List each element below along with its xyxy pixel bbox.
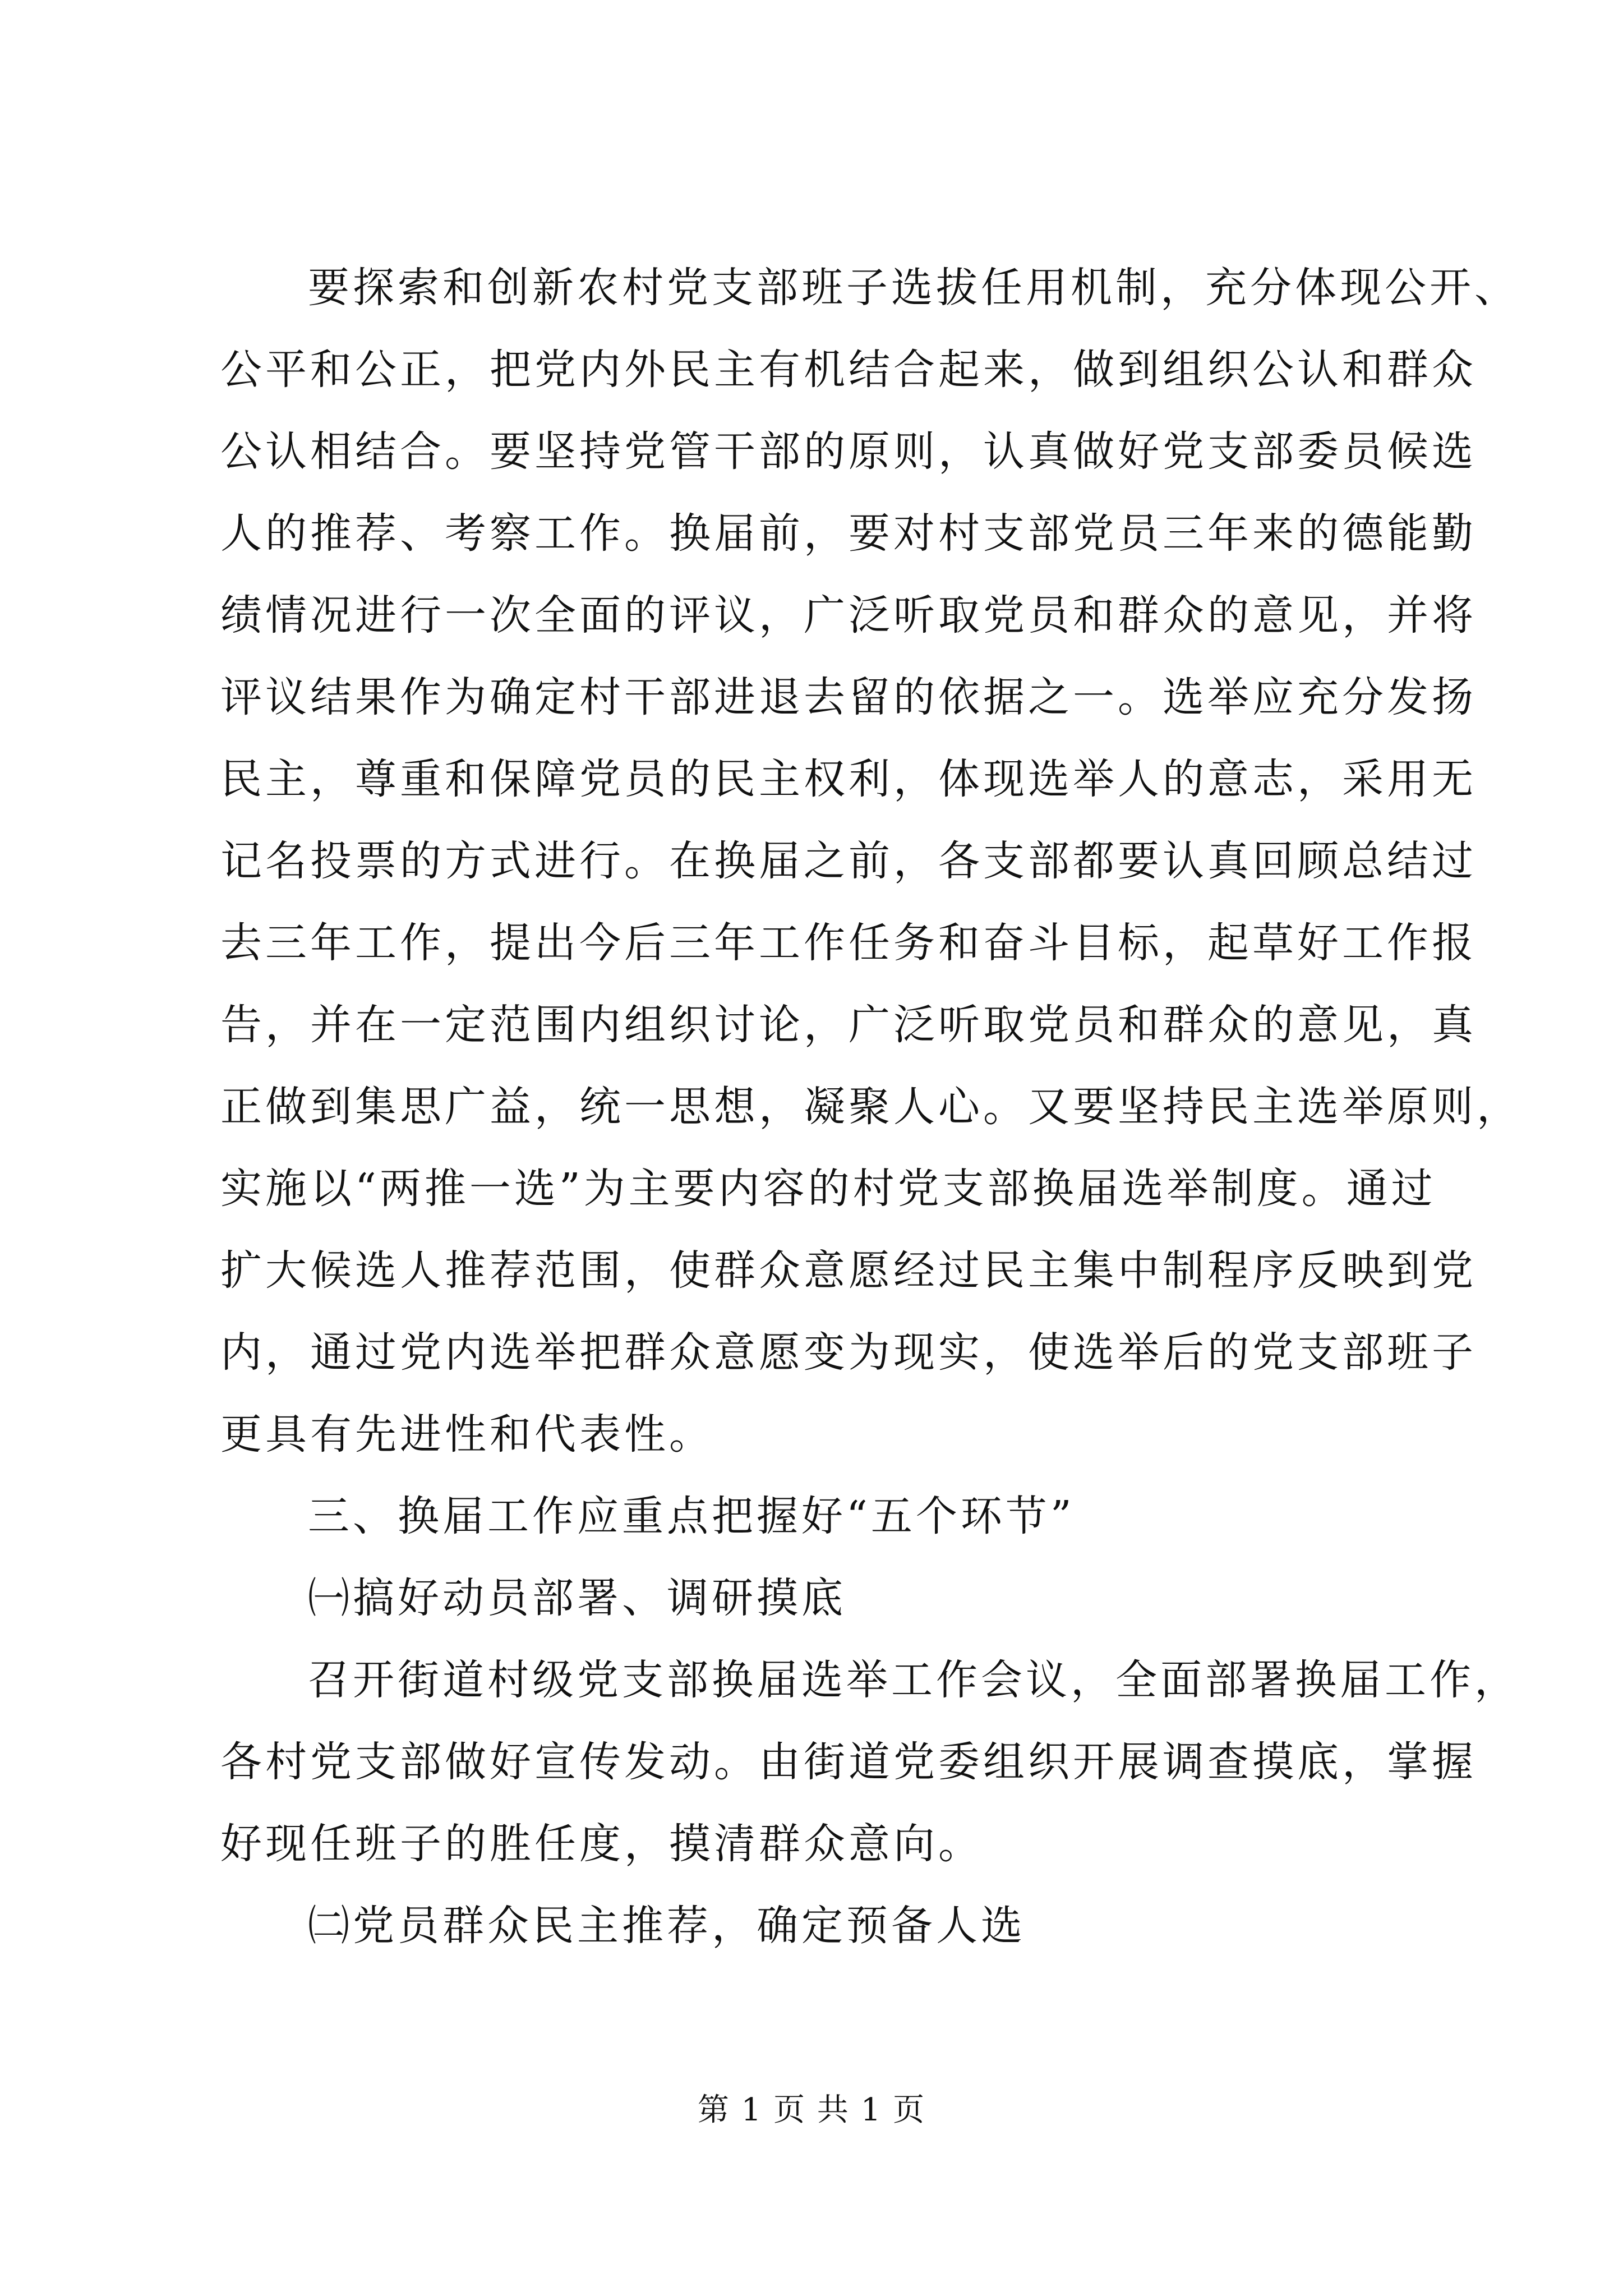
paragraph-line: 绩情况进行一次全面的评议，广泛听取党员和群众的意见，并将	[220, 591, 1477, 639]
paragraph-line: 民主，尊重和保障党员的民主权利，体现选举人的意志，采用无	[220, 755, 1477, 803]
paragraph-line: 评议结果作为确定村干部进退去留的依据之一。选举应充分发扬	[220, 673, 1477, 721]
document-body	[220, 247, 1521, 1967]
paragraph-line: 去三年工作，提出今后三年工作任务和奋斗目标，起草好工作报	[220, 919, 1477, 967]
paragraph-line: 公平和公正，把党内外民主有机结合起来，做到组织公认和群众	[220, 346, 1477, 394]
section-heading: 三、换届工作应重点把握好“五个环节”	[308, 1492, 1075, 1540]
paragraph-line: 更具有先进性和代表性。	[220, 1410, 714, 1458]
paragraph-line: 召开街道村级党支部换届选举工作会议，全面部署换届工作，	[308, 1656, 1519, 1704]
paragraph-line: 好现任班子的胜任度，摸清群众意向。	[220, 1820, 983, 1868]
paragraph-line: 记名投票的方式进行。在换届之前，各支部都要认真回顾总结过	[220, 837, 1477, 885]
paragraph-line: 内，通过党内选举把群众意愿变为现实，使选举后的党支部班子	[220, 1328, 1477, 1377]
page-number-footer: 第 1 页 共 1 页	[697, 2092, 926, 2128]
paragraph-line: 正做到集思广益，统一思想，凝聚人心。又要坚持民主选举原则，	[220, 1083, 1521, 1131]
paragraph-line: 扩大候选人推荐范围，使群众意愿经过民主集中制程序反映到党	[220, 1246, 1477, 1295]
paragraph-line: 各村党支部做好宣传发动。由街道党委组织开展调查摸底，掌握	[220, 1738, 1477, 1786]
paragraph-line: 要探索和创新农村党支部班子选拔任用机制，充分体现公开、	[308, 264, 1519, 312]
subsection-heading: ㈠搞好动员部署、调研摸底	[308, 1574, 846, 1622]
paragraph-line: 公认相结合。要坚持党管干部的原则，认真做好党支部委员候选	[220, 427, 1477, 476]
paragraph-line: 人的推荐、考察工作。换届前，要对村支部党员三年来的德能勤	[220, 509, 1477, 558]
paragraph-line: 实施以“两推一选”为主要内容的村党支部换届选举制度。通过	[220, 1165, 1436, 1213]
paragraph-line: 告，并在一定范围内组织讨论，广泛听取党员和群众的意见，真	[220, 1001, 1477, 1049]
subsection-heading: ㈡党员群众民主推荐，确定预备人选	[308, 1902, 1026, 1950]
